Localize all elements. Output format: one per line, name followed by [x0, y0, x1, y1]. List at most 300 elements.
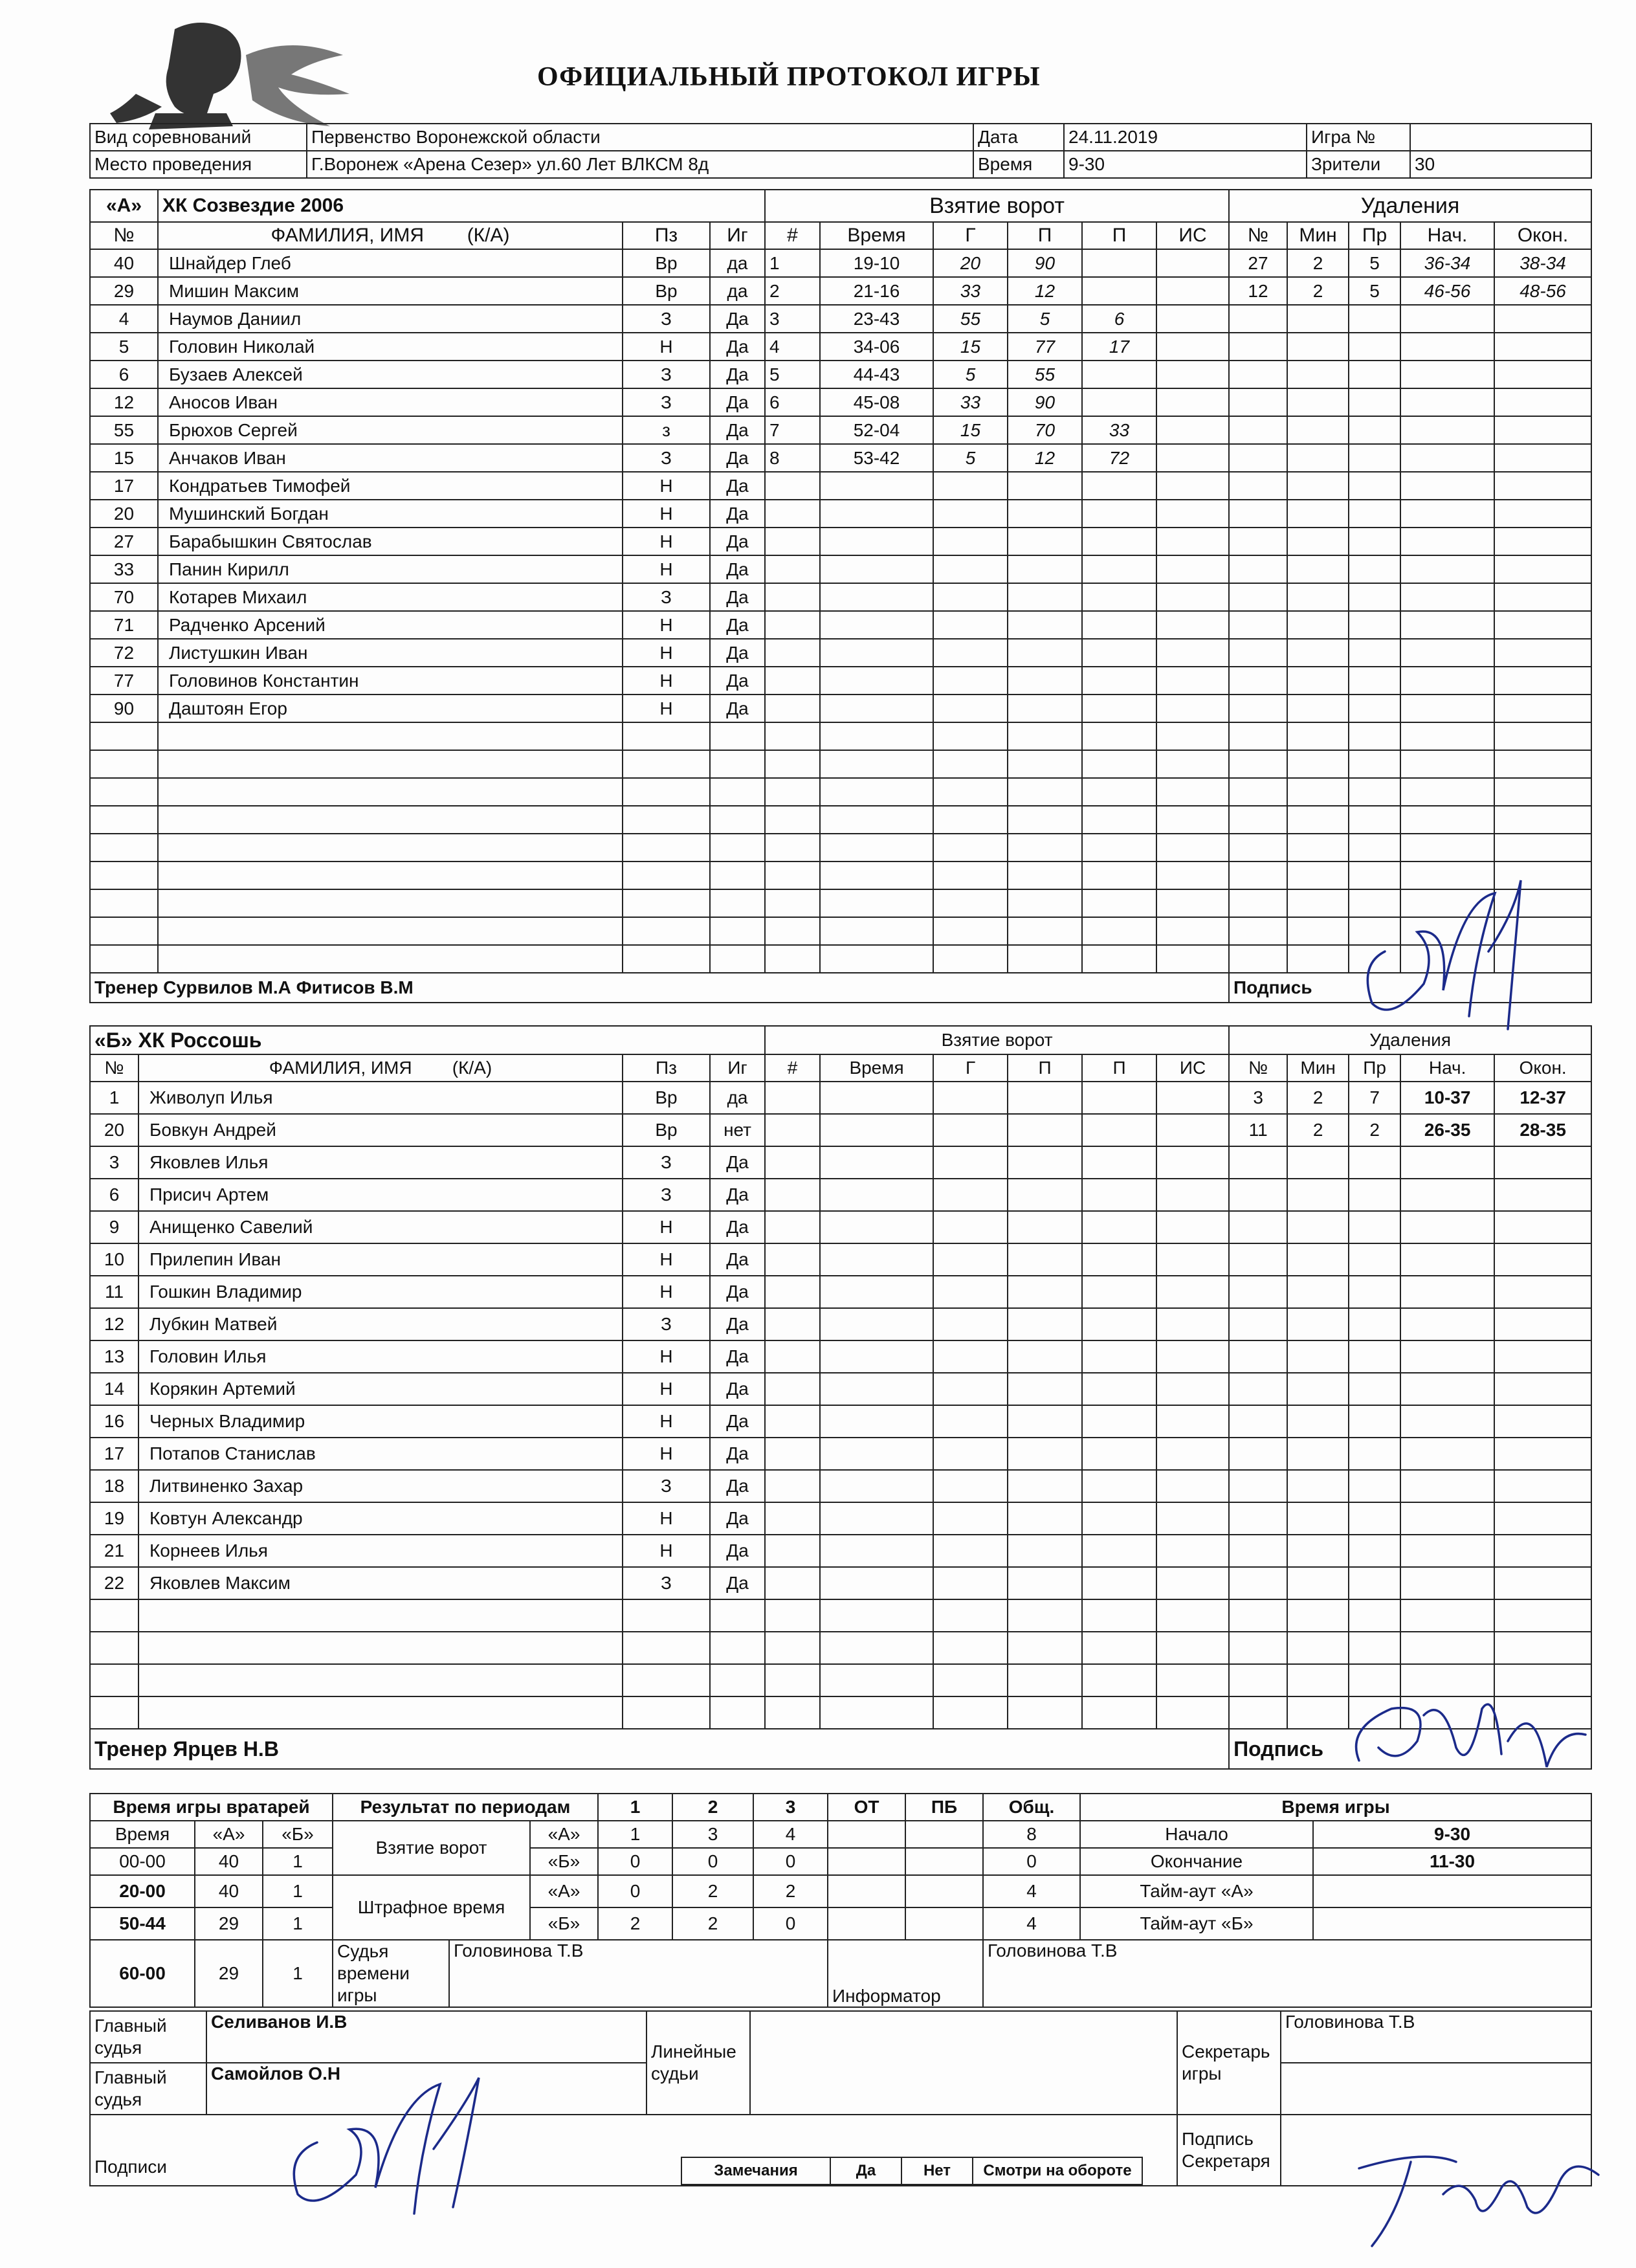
goal-assist-1: [1008, 1632, 1082, 1664]
penalty-minutes: [1287, 472, 1349, 500]
goalie-row-3-a: 29: [195, 1940, 263, 2007]
goal-assist-2: [1082, 1405, 1156, 1438]
goal-situation: [1156, 945, 1229, 973]
penalty-reason: [1349, 1438, 1400, 1470]
time-judge-label: Судья времени игры: [333, 1940, 449, 2007]
timeout-a-label: Тайм-аут «А»: [1080, 1875, 1313, 1907]
player-played: [710, 1664, 765, 1696]
goal-assist-2: [1082, 528, 1156, 555]
goal-number: [765, 1276, 820, 1308]
table-row: [90, 1211, 1591, 1243]
goal-assist-1: 12: [1008, 444, 1082, 472]
document-title: ОФИЦИАЛЬНЫЙ ПРОТОКОЛ ИГРЫ: [537, 62, 1041, 92]
penalty-player: [1229, 695, 1287, 722]
penalty-player: [1229, 834, 1287, 862]
main-judge-2-value: Самойлов О.Н: [206, 2063, 647, 2115]
goal-scorer: [933, 1179, 1008, 1211]
penalty-minutes: [1287, 1146, 1349, 1179]
player-position: Н: [623, 667, 710, 695]
penalty-reason: 5: [1349, 277, 1400, 305]
penalty-end: [1494, 444, 1591, 472]
goal-situation: [1156, 667, 1229, 695]
goal-number: [765, 639, 820, 667]
table-row: [90, 416, 1591, 444]
penalty-end: [1494, 778, 1591, 806]
penalty-player: [1229, 305, 1287, 333]
player-number: 6: [90, 361, 158, 388]
penalty-start: [1400, 1340, 1494, 1373]
goal-assist-1: [1008, 1470, 1082, 1502]
penalty-minutes: [1287, 667, 1349, 695]
goal-assist-2: [1082, 1664, 1156, 1696]
goal-assist-1: [1008, 1405, 1082, 1438]
goal-assist-1: [1008, 695, 1082, 722]
player-played: Да: [710, 667, 765, 695]
player-number: [90, 722, 158, 750]
goal-time: [820, 945, 933, 973]
col-end: Окон.: [1494, 1054, 1591, 1082]
penalty-end: [1494, 333, 1591, 361]
goal-number: [765, 945, 820, 973]
penalty-start: [1400, 695, 1494, 722]
penalty-player: [1229, 1632, 1287, 1664]
player-position: Н: [623, 1276, 710, 1308]
table-row: [90, 1082, 1591, 1114]
penalty-player: [1229, 1599, 1287, 1632]
player-position: Н: [623, 333, 710, 361]
col-p1: П: [1008, 222, 1082, 249]
spectators-value: 30: [1410, 151, 1591, 178]
table-row: [90, 778, 1591, 806]
player-name: Шнайдер Глеб: [158, 249, 623, 277]
player-played: Да: [710, 500, 765, 528]
penalty-player: [1229, 1211, 1287, 1243]
player-number: [90, 917, 158, 945]
penalty-minutes: [1287, 388, 1349, 416]
penalty-reason: [1349, 1211, 1400, 1243]
goal-situation: [1156, 917, 1229, 945]
goal-number: 2: [765, 277, 820, 305]
penalty-player: 12: [1229, 277, 1287, 305]
penalty-end: [1494, 555, 1591, 583]
penalty-minutes: [1287, 555, 1349, 583]
penalty-start: [1400, 806, 1494, 834]
goals-b-so: [905, 1848, 983, 1875]
player-played: Да: [710, 639, 765, 667]
pen-b-p2: 2: [672, 1907, 753, 1940]
player-name: [138, 1599, 623, 1632]
player-number: 72: [90, 639, 158, 667]
penalty-start: [1400, 1373, 1494, 1405]
player-name: Прилепин Иван: [138, 1243, 623, 1276]
goal-assist-2: [1082, 583, 1156, 611]
penalty-end: [1494, 834, 1591, 862]
penalty-start: [1400, 1535, 1494, 1567]
goal-assist-1: [1008, 667, 1082, 695]
penalty-reason: [1349, 1632, 1400, 1664]
penalty-end: [1494, 500, 1591, 528]
penalty-end: [1494, 1599, 1591, 1632]
goal-situation: [1156, 1632, 1229, 1664]
penalty-reason: [1349, 500, 1400, 528]
goal-number: [765, 1470, 820, 1502]
pen-a-p1: 0: [598, 1875, 672, 1907]
penalty-reason: 2: [1349, 1114, 1400, 1146]
penalty-player: [1229, 500, 1287, 528]
goal-assist-2: [1082, 1502, 1156, 1535]
goal-assist-1: [1008, 1146, 1082, 1179]
goal-number: [765, 1211, 820, 1243]
goal-scorer: [933, 1502, 1008, 1535]
goal-situation: [1156, 834, 1229, 862]
player-name: Корнеев Илья: [138, 1535, 623, 1567]
player-played: да: [710, 1082, 765, 1114]
penalty-player: [1229, 388, 1287, 416]
penalty-minutes: 2: [1287, 249, 1349, 277]
player-played: Да: [710, 695, 765, 722]
player-played: [710, 750, 765, 778]
penalty-reason: [1349, 1599, 1400, 1632]
player-number: [90, 750, 158, 778]
player-number: [90, 1632, 138, 1664]
goal-time: [820, 611, 933, 639]
penalty-minutes: 2: [1287, 1114, 1349, 1146]
team-b-coach: Тренер Ярцев Н.В: [90, 1729, 1229, 1769]
goal-scorer: [933, 889, 1008, 917]
penalty-reason: [1349, 750, 1400, 778]
goal-time: [820, 1340, 933, 1373]
goal-situation: [1156, 1082, 1229, 1114]
period-2-header: 2: [672, 1794, 753, 1821]
penalty-start: [1400, 750, 1494, 778]
goals-a-so: [905, 1821, 983, 1848]
goal-situation: [1156, 1405, 1229, 1438]
goal-scorer: [933, 834, 1008, 862]
venue-value: Г.Воронеж «Арена Сезер» ул.60 Лет ВЛКСМ 8д: [307, 151, 973, 178]
goal-assist-1: [1008, 1599, 1082, 1632]
pen-b-so: [905, 1907, 983, 1940]
penalty-reason: [1349, 806, 1400, 834]
table-row: [90, 1340, 1591, 1373]
penalty-minutes: [1287, 1308, 1349, 1340]
player-position: З: [623, 361, 710, 388]
penalty-minutes: [1287, 500, 1349, 528]
goal-time: [820, 1405, 933, 1438]
goal-scorer: 15: [933, 333, 1008, 361]
pen-b-mark: «Б»: [530, 1907, 598, 1940]
penalty-start: [1400, 1438, 1494, 1470]
goal-number: [765, 667, 820, 695]
goal-assist-2: [1082, 361, 1156, 388]
timeout-a-value: [1313, 1875, 1591, 1907]
table-row: [90, 695, 1591, 722]
penalty-reason: [1349, 722, 1400, 750]
goal-assist-1: [1008, 528, 1082, 555]
competition-label: Вид соревнований: [90, 124, 307, 151]
player-played: [710, 862, 765, 889]
goal-scorer: [933, 722, 1008, 750]
penalty-minutes: [1287, 305, 1349, 333]
team-b-title: «Б» ХК Россошь: [90, 1026, 765, 1054]
goal-time: [820, 750, 933, 778]
penalty-minutes: [1287, 583, 1349, 611]
goal-situation: [1156, 333, 1229, 361]
goal-scorer: [933, 1632, 1008, 1664]
penalty-player: [1229, 472, 1287, 500]
player-name: Мишин Максим: [158, 277, 623, 305]
table-row: [90, 1632, 1591, 1664]
penalty-start: 10-37: [1400, 1082, 1494, 1114]
goal-scorer: [933, 1567, 1008, 1599]
col-p2: П: [1082, 1054, 1156, 1082]
remarks-yes[interactable]: Да: [830, 2157, 901, 2185]
penalty-minutes: [1287, 1502, 1349, 1535]
goals-a-mark: «А»: [530, 1821, 598, 1848]
col-pr: Пр: [1349, 1054, 1400, 1082]
col-time: Время: [820, 1054, 933, 1082]
goal-situation: [1156, 695, 1229, 722]
main-judge-2-label: Главный судья: [90, 2063, 206, 2115]
penalty-reason: [1349, 305, 1400, 333]
goalie-row-1-b: 1: [263, 1875, 333, 1907]
player-played: [710, 834, 765, 862]
goal-situation: [1156, 778, 1229, 806]
goal-assist-1: [1008, 778, 1082, 806]
player-position: [623, 1632, 710, 1664]
team-a-name: ХК Созвездие 2006: [158, 190, 765, 222]
penalty-start: [1400, 305, 1494, 333]
player-number: 6: [90, 1179, 138, 1211]
goal-number: [765, 555, 820, 583]
player-played: [710, 722, 765, 750]
col-pos: Пз: [623, 222, 710, 249]
penalty-reason: [1349, 583, 1400, 611]
goal-situation: [1156, 889, 1229, 917]
goal-assist-2: 33: [1082, 416, 1156, 444]
goal-assist-1: [1008, 1696, 1082, 1729]
competition-value: Первенство Воронежской области: [307, 124, 973, 151]
player-number: 14: [90, 1373, 138, 1405]
player-position: Н: [623, 500, 710, 528]
goal-situation: [1156, 277, 1229, 305]
penalty-reason: [1349, 695, 1400, 722]
penalty-minutes: 2: [1287, 277, 1349, 305]
goal-number: [765, 1146, 820, 1179]
penalty-end: [1494, 472, 1591, 500]
summary-table: [89, 1793, 1592, 2008]
remarks-no[interactable]: Нет: [901, 2157, 973, 2185]
player-position: Н: [623, 1438, 710, 1470]
col-time: Время: [820, 222, 933, 249]
goal-assist-1: [1008, 806, 1082, 834]
goal-scorer: [933, 945, 1008, 973]
penalty-minutes: [1287, 528, 1349, 555]
penalty-player: [1229, 917, 1287, 945]
goal-time: [820, 1535, 933, 1567]
penalty-end: [1494, 611, 1591, 639]
player-number: [90, 945, 158, 973]
player-position: Н: [623, 1502, 710, 1535]
player-position: Н: [623, 1211, 710, 1243]
player-position: Н: [623, 472, 710, 500]
penalty-player: [1229, 806, 1287, 834]
penalty-end: [1494, 528, 1591, 555]
goal-assist-2: [1082, 806, 1156, 834]
goal-assist-1: 90: [1008, 388, 1082, 416]
goalie-time-header: Время игры вратарей: [90, 1794, 333, 1821]
goal-assist-1: [1008, 862, 1082, 889]
player-position: [623, 917, 710, 945]
goal-time: [820, 1438, 933, 1470]
table-row: [90, 388, 1591, 416]
goal-situation: [1156, 1243, 1229, 1276]
goal-number: 5: [765, 361, 820, 388]
goal-scorer: [933, 778, 1008, 806]
goal-assist-2: [1082, 1146, 1156, 1179]
penalty-player: [1229, 1438, 1287, 1470]
player-number: 71: [90, 611, 158, 639]
player-played: Да: [710, 611, 765, 639]
goal-situation: [1156, 472, 1229, 500]
penalty-end: [1494, 388, 1591, 416]
penalty-end: [1494, 1438, 1591, 1470]
penalty-minutes: [1287, 1632, 1349, 1664]
goal-scorer: 5: [933, 361, 1008, 388]
goal-scorer: [933, 862, 1008, 889]
goal-assist-1: [1008, 1567, 1082, 1599]
goal-number: [765, 1340, 820, 1373]
penalty-player: [1229, 611, 1287, 639]
penalty-start: [1400, 528, 1494, 555]
goal-scorer: [933, 1405, 1008, 1438]
goal-scorer: [933, 1243, 1008, 1276]
table-row: [90, 834, 1591, 862]
goal-time: [820, 1502, 933, 1535]
player-position: Вр: [623, 277, 710, 305]
col-pen-no: №: [1229, 1054, 1287, 1082]
goal-assist-2: [1082, 277, 1156, 305]
penalty-start: [1400, 1470, 1494, 1502]
player-position: З: [623, 305, 710, 333]
col-is: ИС: [1156, 222, 1229, 249]
goal-assist-1: [1008, 1308, 1082, 1340]
penalty-end: 28-35: [1494, 1114, 1591, 1146]
player-number: 18: [90, 1470, 138, 1502]
penalty-end: [1494, 667, 1591, 695]
table-row: [90, 1373, 1591, 1405]
penalty-reason: [1349, 388, 1400, 416]
penalty-player: [1229, 528, 1287, 555]
goal-assist-1: 5: [1008, 305, 1082, 333]
goal-scorer: 33: [933, 277, 1008, 305]
pen-a-p2: 2: [672, 1875, 753, 1907]
player-played: Да: [710, 1405, 765, 1438]
goal-number: [765, 806, 820, 834]
penalty-minutes: [1287, 1599, 1349, 1632]
penalty-reason: 5: [1349, 249, 1400, 277]
table-row: [90, 555, 1591, 583]
goal-assist-2: [1082, 1535, 1156, 1567]
goals-a-total: 8: [983, 1821, 1080, 1848]
penalty-reason: [1349, 528, 1400, 555]
penalty-player: [1229, 1308, 1287, 1340]
goal-number: [765, 1502, 820, 1535]
goal-number: [765, 500, 820, 528]
penalty-player: [1229, 639, 1287, 667]
player-name: Живолуп Илья: [138, 1082, 623, 1114]
goals-b-total: 0: [983, 1848, 1080, 1875]
goal-time: [820, 555, 933, 583]
table-row: [90, 1470, 1591, 1502]
goal-time: [820, 1308, 933, 1340]
pen-b-total: 4: [983, 1907, 1080, 1940]
penalty-end: [1494, 361, 1591, 388]
col-pen-no: №: [1229, 222, 1287, 249]
penalty-minutes: [1287, 778, 1349, 806]
player-number: 20: [90, 500, 158, 528]
penalty-end: [1494, 1632, 1591, 1664]
goal-scorer: [933, 1211, 1008, 1243]
table-row: [90, 806, 1591, 834]
goal-number: [765, 778, 820, 806]
start-label: Начало: [1080, 1821, 1313, 1848]
goal-situation: [1156, 305, 1229, 333]
player-number: 33: [90, 555, 158, 583]
goalie-row-2-a: 29: [195, 1907, 263, 1940]
goal-assist-2: [1082, 1438, 1156, 1470]
player-name: [158, 778, 623, 806]
penalty-minutes: [1287, 917, 1349, 945]
player-position: Н: [623, 528, 710, 555]
col-pos: Пз: [623, 1054, 710, 1082]
player-number: [90, 834, 158, 862]
col-min: Мин: [1287, 222, 1349, 249]
goal-assist-2: [1082, 722, 1156, 750]
player-position: З: [623, 1308, 710, 1340]
player-position: З: [623, 444, 710, 472]
penalty-player: [1229, 1535, 1287, 1567]
goal-assist-2: [1082, 1179, 1156, 1211]
penalty-start: [1400, 667, 1494, 695]
team-a-signature: [1346, 874, 1579, 1036]
goal-assist-2: [1082, 1599, 1156, 1632]
player-name: [158, 889, 623, 917]
goal-time: [820, 695, 933, 722]
player-number: 5: [90, 333, 158, 361]
player-position: [623, 1599, 710, 1632]
goal-number: [765, 1308, 820, 1340]
start-value: 9-30: [1313, 1821, 1591, 1848]
penalty-end: [1494, 1567, 1591, 1599]
goal-time: [820, 1632, 933, 1664]
table-row: [90, 639, 1591, 667]
player-position: Н: [623, 1243, 710, 1276]
goal-situation: [1156, 639, 1229, 667]
player-number: 9: [90, 1211, 138, 1243]
goals-a-p3: 4: [753, 1821, 828, 1848]
player-position: Н: [623, 1373, 710, 1405]
player-name: Наумов Даниил: [158, 305, 623, 333]
goal-assist-2: 17: [1082, 333, 1156, 361]
player-name: Радченко Арсений: [158, 611, 623, 639]
player-played: Да: [710, 1502, 765, 1535]
goal-time: 23-43: [820, 305, 933, 333]
goal-time: [820, 583, 933, 611]
periods-header: Результат по периодам: [333, 1794, 598, 1821]
goals-b-ot: [828, 1848, 905, 1875]
penalty-player: [1229, 1276, 1287, 1308]
penalty-end: [1494, 1146, 1591, 1179]
